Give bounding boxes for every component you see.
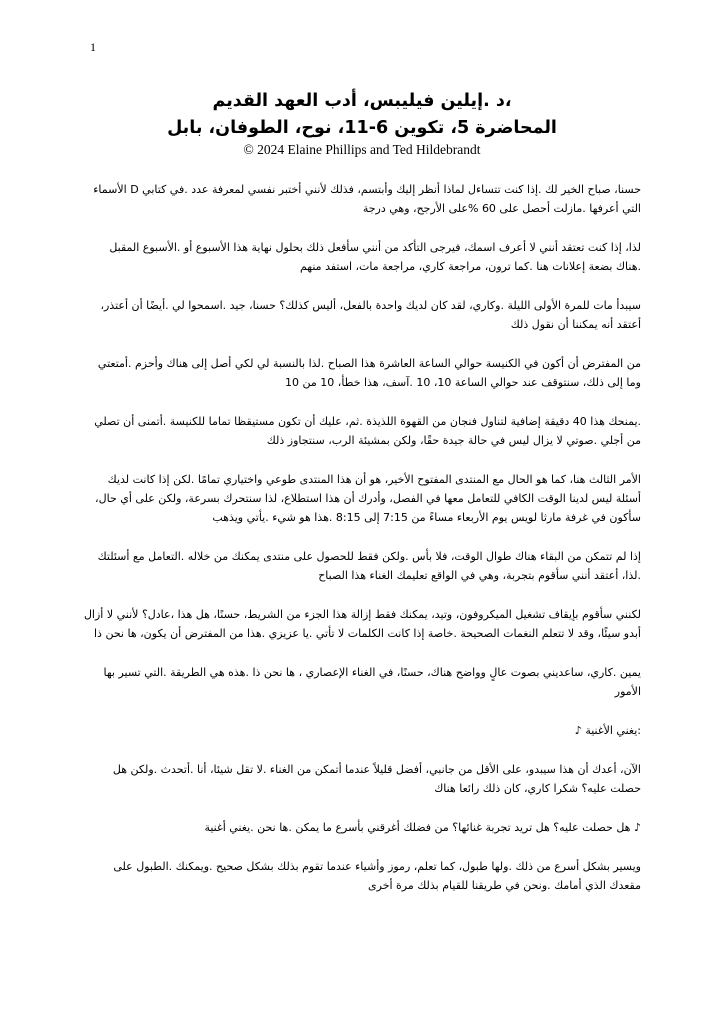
- paragraph: حسنا، صباح الخير لك .إذا كنت تتساءل لماذا أنظر إليك وأبتسم، فذلك لأنني أختبر نفسي لمعرفة عدد .في كتابي D الأسماء التي أعرفها .مازلت أحصل على 60 %على الأرجح، وهي درجة: [93, 183, 641, 215]
- paragraph: إذا لم تتمكن من البقاء هناك طوال الوقت، فلا بأس .ولكن فقط للحصول على منتدى يمكنك من خلاله .التعامل مع أسئلتك .لذا، أعتقد أنني سأقوم بتجربة، وهي في الواقع تعليمك الغناء هذا الصباح: [97, 550, 641, 582]
- copyright-line: © 2024 Elaine Phillips and Ted Hildebrandt: [243, 142, 481, 157]
- paragraph: الآن، أعدك أن هذا سيبدو، على الأقل من جانبي، أفضل قليلاً عندما أتمكن من الغناء .لا تقل شيئا، أنا .أتحدث .ولكن هل حصلت عليه؟ شكرا كاري، كان ذلك رائعا هناك: [112, 763, 641, 795]
- paragraph: يمين .كاري، ساعديني بصوت عالٍ وواضح هناك، حسنًا، في الغناء الإعصاري ، ها نحن ذا .هذه هي الطريقة .التي تسير بها الأمور: [103, 666, 641, 698]
- title-block: [110, 88, 614, 158]
- paragraph: :يغني الأغنية ♪: [574, 724, 641, 737]
- page-number: 1: [90, 40, 96, 54]
- paragraph: من المفترض أن أكون في الكنيسة حوالي الساعة العاشرة هذا الصباح .لذا بالنسبة لي لكي أصل إلى هناك وأحزم .أمتعتي وما إلى ذلك، سنتوقف عند حوالي الساعة 10، 10 .آسف، هذا خطأ، 10 من 10: [97, 357, 641, 389]
- paragraph: لكنني سأقوم بإيقاف تشغيل الميكروفون، وتيد، يمكنك فقط إزالة هذا الجزء من الشريط، حسنًا، هل هذا ،عادل؟ لأنني لا أزال أبدو سيئًا، وقد لا تتعلم النغمات الصحيحة .خاصة إذا كانت الكلمات لا تأتي .يا عزيزي .هذا من المفترض أن يكون، ها نحن ذا: [83, 608, 641, 640]
- body-text: [83, 180, 641, 915]
- paragraph: الأمر الثالث هنا، كما هو الحال مع المنتدى المفتوح الأخير، هو أن هذا المنتدى طوعي واختياري تمامًا .لكن إذا كانت لديك أسئلة ليس لدينا الوقت الكافي للتعامل معها في الفصل، وأدرك أن هذا استطلاع، لذا سنتحرك بسرعة، ولكن على أي حال، سأكون في غرفة مارثا لويس يوم الأربعاء مساءً من 7:15 إلى 8:15 .هذا هو شيء .يأتي ويذهب: [95, 473, 641, 524]
- paragraph: لذا، إذا كنت تعتقد أنني لا أعرف اسمك، فيرجى التأكد من أنني سأفعل ذلك بحلول نهاية هذا الأسبوع أو .الأسبوع المقبل .هناك بضعة إعلانات هنا .كما ترون، مراجعة كاري، مراجعة مات، استفد منهم: [109, 241, 641, 273]
- title-line-2: المحاضرة 5، تكوين 6-11، نوح، الطوفان، بابل: [167, 118, 557, 138]
- paragraph: سيبدأ مات للمرة الأولى الليلة .وكاري، لقد كان لديك واحدة بالفعل، أليس كذلك؟ حسنا، جيد .اسمحوا لي .أيضًا أن أعتذر، أعتقد أنه يمكننا أن نقول ذلك: [100, 299, 641, 331]
- paragraph: ♪ هل حصلت عليه؟ هل تريد تجربة غنائها؟ من فضلك أغرقني بأسرع ما يمكن .ها نحن .يغني أغنية: [204, 821, 641, 834]
- paragraph: .يمنحك هذا 40 دقيقة إضافية لتناول فنجان من القهوة اللذيذة .ثم، عليك أن تكون مستيقظا تماما للكنيسة .أتمنى أن تصلي من أجلي .صوتي لا يزال ليس في حالة جيدة حقًا، ولكن بمشيئة الرب، سنتجاوز ذلك: [94, 415, 641, 447]
- title-line-1: ،د .إيلين فيليبس، أدب العهد القديم: [212, 91, 512, 111]
- paragraph: ويسير بشكل أسرع من ذلك .ولها طبول، كما تعلم، رموز وأشياء عندما تقوم بذلك بشكل صحيح .ويمكنك .الطبول على مقعدك الذي أمامك .ونحن في طريقنا للقيام بذلك مرة أخرى: [113, 860, 641, 892]
